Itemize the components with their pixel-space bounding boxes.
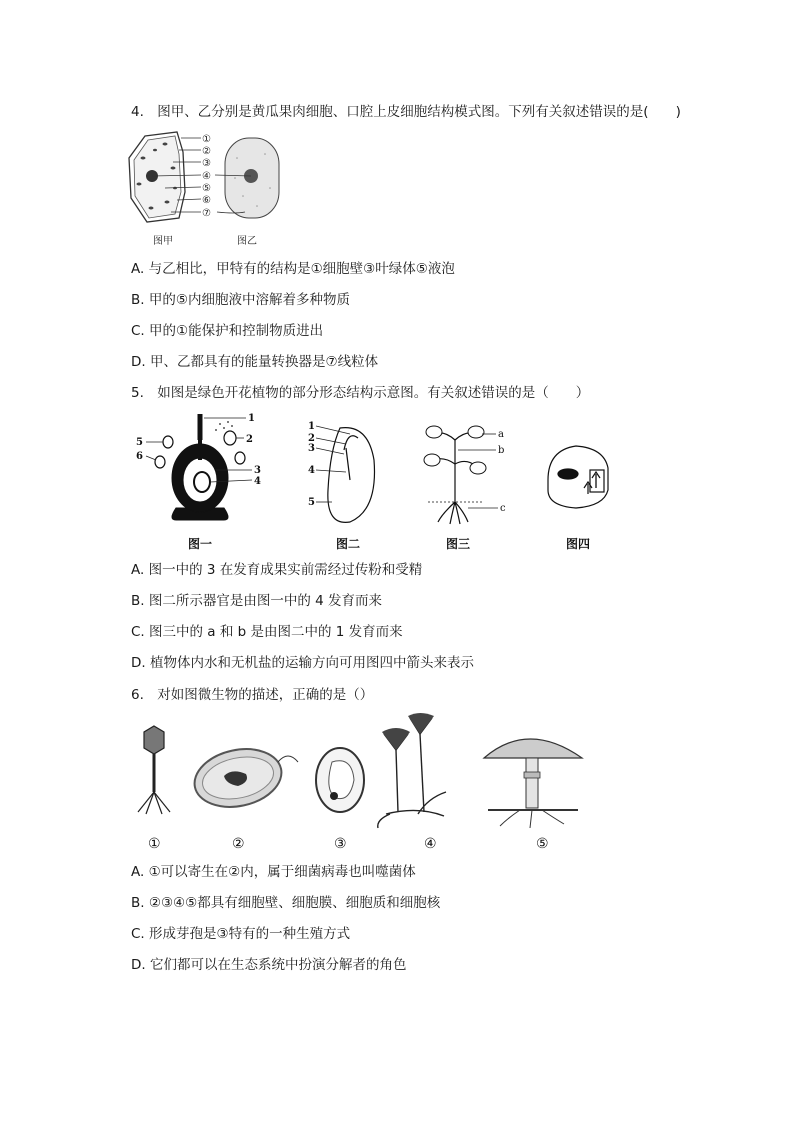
fig3-label-a: a bbox=[498, 429, 504, 440]
plant-structure-figure bbox=[128, 410, 628, 555]
q6-option-c: C. 形成芽孢是③特有的一种生殖方式 bbox=[131, 926, 351, 942]
mushroom-image bbox=[484, 739, 582, 828]
cell-diagram bbox=[125, 128, 295, 250]
question-text: 如图是绿色开花植物的部分形态结构示意图。有关叙述错误的是（ ） bbox=[157, 385, 590, 401]
fig1-label-2: 2 bbox=[246, 434, 253, 445]
fig3-label-b: b bbox=[498, 445, 505, 456]
caption-microbe-5: ⑤ bbox=[536, 836, 549, 852]
caption-fig1: 图一 bbox=[188, 537, 213, 551]
bacteriophage-image bbox=[138, 726, 170, 814]
caption-fig2: 图二 bbox=[336, 537, 361, 551]
microbe-diagram bbox=[128, 710, 598, 855]
callout-1: ① bbox=[202, 134, 211, 145]
fig3-label-c: c bbox=[500, 503, 506, 514]
fig2-label-2: 2 bbox=[308, 433, 315, 444]
fig2-label-3: 3 bbox=[308, 443, 315, 454]
question-6-stem bbox=[131, 686, 373, 704]
question-number: 6. bbox=[131, 687, 144, 703]
q6-option-a: A. ①可以寄生在②内，属于细菌病毒也叫噬菌体 bbox=[131, 864, 416, 880]
fig2-label-4: 4 bbox=[308, 465, 315, 476]
q4-option-a: A. 与乙相比，甲特有的结构是①细胞壁③叶绿体⑤液泡 bbox=[131, 261, 455, 277]
q5-option-d: D. 植物体内水和无机盐的运输方向可用图四中箭头来表示 bbox=[131, 655, 474, 671]
fig1-label-4: 4 bbox=[254, 476, 261, 487]
callout-5: ⑤ bbox=[202, 183, 211, 194]
fig1-label-3: 3 bbox=[254, 465, 261, 476]
question-text: 对如图微生物的描述，正确的是（） bbox=[157, 687, 374, 703]
fig3-seedling bbox=[432, 433, 476, 524]
caption-microbe-1: ① bbox=[148, 836, 161, 852]
fig2-label-1: 1 bbox=[308, 421, 315, 432]
q5-option-b: B. 图二所示器官是由图一中的 4 发育而来 bbox=[131, 593, 383, 609]
fig2-label-5: 5 bbox=[308, 497, 315, 508]
caption-microbe-2: ② bbox=[232, 836, 245, 852]
fig1-flower bbox=[155, 414, 245, 520]
callout-4: ④ bbox=[202, 171, 211, 182]
question-number: 5. bbox=[131, 385, 144, 401]
fig1-label-6: 6 bbox=[136, 451, 143, 462]
caption-microbe-4: ④ bbox=[424, 836, 437, 852]
q5-option-a: A. 图一中的 3 在发育成果实前需经过传粉和受精 bbox=[131, 562, 423, 578]
question-number: 4. bbox=[131, 104, 144, 120]
callout-7: ⑦ bbox=[202, 208, 211, 219]
microbe-figure bbox=[128, 710, 598, 855]
fig4-stem-section bbox=[548, 446, 608, 508]
cell-structure-figure bbox=[125, 128, 295, 250]
caption-fig-b: 图乙 bbox=[237, 236, 257, 247]
fig1-label-5: 5 bbox=[136, 437, 143, 448]
caption-fig4: 图四 bbox=[566, 537, 591, 551]
caption-fig-a: 图甲 bbox=[153, 236, 173, 247]
question-5-stem bbox=[131, 384, 589, 402]
question-text: 图甲、乙分别是黄瓜果肉细胞、口腔上皮细胞结构模式图。下列有关叙述错误的是( ) bbox=[157, 104, 681, 120]
caption-microbe-3: ③ bbox=[334, 836, 347, 852]
callout-3: ③ bbox=[202, 158, 211, 169]
callout-2: ② bbox=[202, 146, 211, 157]
q6-option-b: B. ②③④⑤都具有细胞壁、细胞膜、细胞质和细胞核 bbox=[131, 895, 441, 911]
q4-option-d: D. 甲、乙都具有的能量转换器是⑦线粒体 bbox=[131, 354, 379, 370]
yeast-image bbox=[316, 748, 364, 812]
plant-diagram bbox=[128, 410, 628, 555]
fig1-label-1: 1 bbox=[248, 413, 255, 424]
q5-option-c: C. 图三中的 a 和 b 是由图二中的 1 发育而来 bbox=[131, 624, 403, 640]
caption-fig3: 图三 bbox=[446, 537, 471, 551]
bacterium-image bbox=[189, 741, 298, 814]
question-4-stem bbox=[131, 103, 681, 121]
callout-6: ⑥ bbox=[202, 195, 211, 206]
q6-option-d: D. 它们都可以在生态系统中扮演分解者的角色 bbox=[131, 957, 407, 973]
q4-option-b: B. 甲的⑤内细胞液中溶解着多种物质 bbox=[131, 292, 350, 308]
q4-option-c: C. 甲的①能保护和控制物质进出 bbox=[131, 323, 324, 339]
